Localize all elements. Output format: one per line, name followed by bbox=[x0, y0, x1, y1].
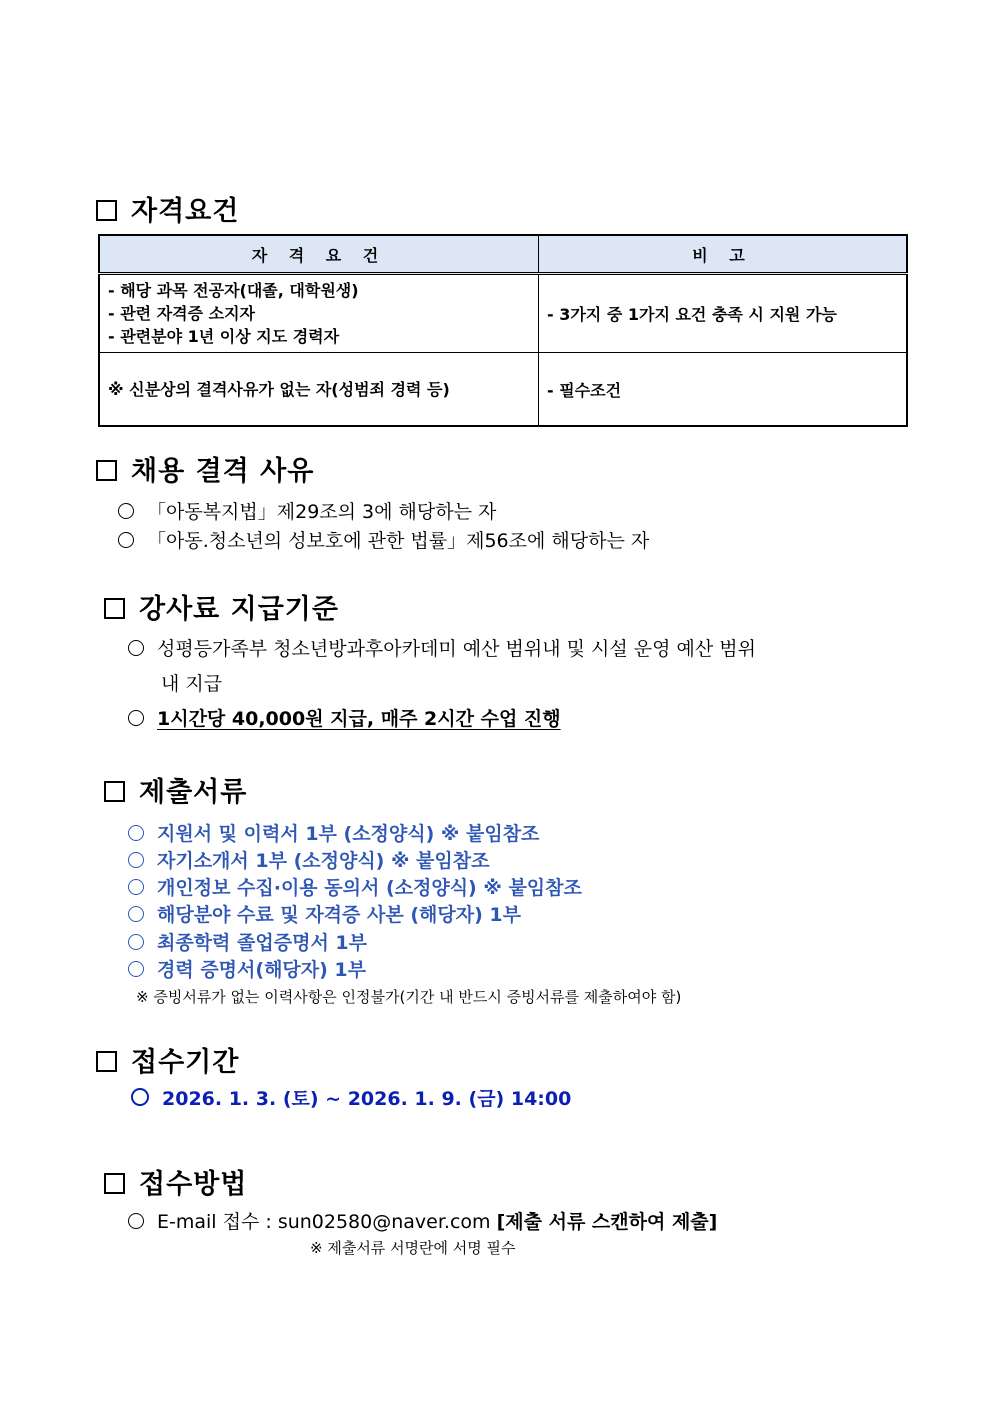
list-item: 경력 증명서(해당자) 1부 bbox=[128, 955, 366, 982]
table-header-requirements: 자 격 요 건 bbox=[99, 235, 539, 274]
checkbox-square-icon bbox=[104, 598, 125, 619]
section-heading-period: 접수기간 bbox=[96, 1040, 239, 1079]
method-note: ※ 제출서류 서명란에 서명 필수 bbox=[310, 1239, 516, 1257]
circle-bullet-icon bbox=[131, 1088, 149, 1106]
list-item: 1시간당 40,000원 지급, 매주 2시간 수업 진행 bbox=[128, 704, 561, 731]
requirements-cell: ※ 신분상의 결격사유가 없는 자(성범죄 경력 등) bbox=[99, 353, 539, 427]
list-item: 성평등가족부 청소년방과후아카데미 예산 범위내 및 시설 운영 예산 범위 bbox=[128, 634, 756, 661]
checkbox-square-icon bbox=[96, 1051, 117, 1072]
list-item: 「아동.청소년의 성보호에 관한 법률」제56조에 해당하는 자 bbox=[118, 526, 649, 553]
list-item: 지원서 및 이력서 1부 (소정양식) ※ 붙임참조 bbox=[128, 819, 539, 846]
list-item: 개인정보 수집·이용 동의서 (소정양식) ※ 붙임참조 bbox=[128, 873, 582, 900]
circle-bullet-icon bbox=[128, 906, 144, 922]
circle-bullet-icon bbox=[128, 710, 144, 726]
section-heading-method: 접수방법 bbox=[104, 1162, 247, 1201]
circle-bullet-icon bbox=[118, 532, 134, 548]
checkbox-square-icon bbox=[104, 1173, 125, 1194]
checkbox-square-icon bbox=[96, 460, 117, 481]
circle-bullet-icon bbox=[128, 1213, 144, 1229]
note-cell: - 필수조건 bbox=[539, 353, 908, 427]
table-row bbox=[99, 274, 907, 353]
period-value: 2026. 1. 3. (토) ~ 2026. 1. 9. (금) 14:00 bbox=[131, 1084, 571, 1111]
section-heading-documents: 제출서류 bbox=[104, 770, 247, 809]
list-item: E-mail 접수 : sun02580@naver.com [제출 서류 스캔하여 제출] bbox=[128, 1207, 717, 1234]
table-row bbox=[99, 353, 907, 427]
section-heading-qualification: 자격요건 bbox=[96, 189, 239, 228]
circle-bullet-icon bbox=[118, 503, 134, 519]
note-cell: - 3가지 중 1가지 요건 충족 시 지원 가능 bbox=[539, 274, 908, 353]
documents-note: ※ 증빙서류가 없는 이력사항은 인정불가(기간 내 반드시 증빙서류를 제출하여야 함) bbox=[136, 988, 682, 1006]
list-item-continuation: 내 지급 bbox=[161, 673, 223, 695]
checkbox-square-icon bbox=[104, 781, 125, 802]
circle-bullet-icon bbox=[128, 825, 144, 841]
section-heading-disqualification: 채용 결격 사유 bbox=[96, 449, 314, 488]
list-item: 최종학력 졸업증명서 1부 bbox=[128, 928, 367, 955]
requirements-cell: - 해당 과목 전공자(대졸, 대학원생) - 관련 자격증 소지자 - 관련분야 1년 이상 지도 경력자 bbox=[99, 274, 539, 353]
circle-bullet-icon bbox=[128, 934, 144, 950]
checkbox-square-icon bbox=[96, 200, 117, 221]
circle-bullet-icon bbox=[128, 961, 144, 977]
list-item: 「아동복지법」제29조의 3에 해당하는 자 bbox=[118, 497, 496, 524]
list-item: 해당분야 수료 및 자격증 사본 (해당자) 1부 bbox=[128, 900, 521, 927]
circle-bullet-icon bbox=[128, 852, 144, 868]
qualification-table bbox=[98, 234, 908, 427]
email-link[interactable]: sun02580@naver.com bbox=[277, 1211, 491, 1233]
circle-bullet-icon bbox=[128, 879, 144, 895]
table-header-note: 비 고 bbox=[539, 235, 908, 274]
circle-bullet-icon bbox=[128, 640, 144, 656]
section-heading-fee: 강사료 지급기준 bbox=[104, 587, 339, 626]
list-item: 자기소개서 1부 (소정양식) ※ 붙임참조 bbox=[128, 846, 489, 873]
